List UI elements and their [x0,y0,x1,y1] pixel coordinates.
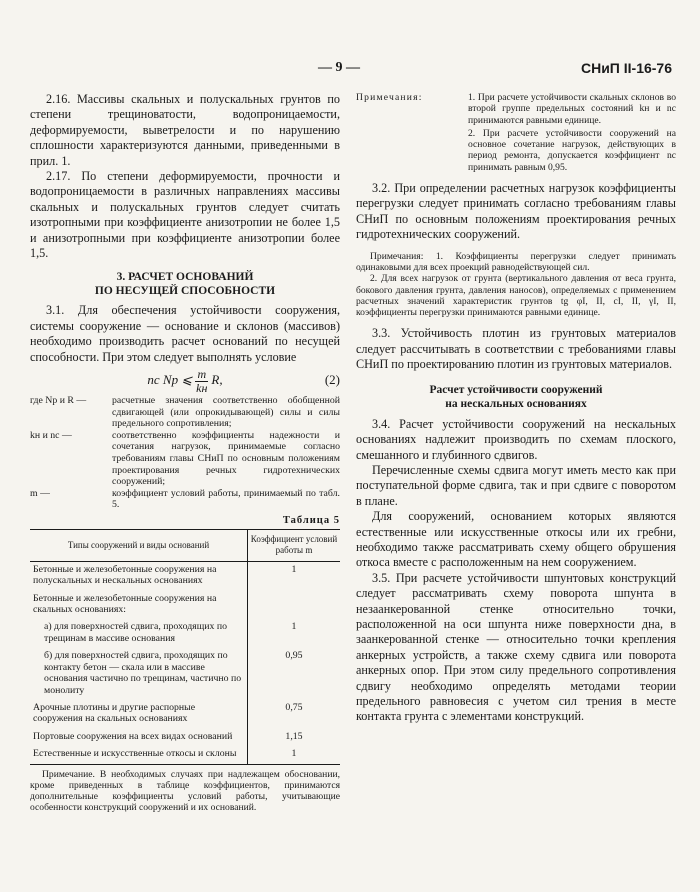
note-text: 2. При расчете устойчивости сооружений на основное сочетание нагрузок, действующих в период ремонта, допускается коэффициент nc принимать равным 0,95. [468,127,676,173]
table-cell-value: 0,95 [285,650,303,662]
table-row [30,700,340,729]
table-5 [30,529,340,765]
definition-text: коэффициент условий работы, принимаемый по табл. 5. [112,487,340,511]
definition-symbol: kн и nc — [30,429,72,441]
formula-fraction [195,368,208,395]
section-title-line-2: ПО НЕСУЩЕЙ СПОСОБНОСТИ [94,285,276,298]
table-row [30,648,340,700]
table-header-types: Типы сооружений и виды оснований [30,530,248,562]
definition-symbol: где Np и R — [30,395,87,407]
definition-text: соответственно коэффициенты надежности и сочетания нагрузок, принимаемые согласно требованиям главы СНиП по основным положениям проектирования речных гидротехнических сооружений; [112,429,340,488]
table-row [30,561,340,590]
formula-number: (2) [324,372,340,388]
note-text: 1. При расчете устойчивости скальных склонов во второй группе предельных состояний kн и nc принимаются равными единице. [468,92,676,126]
definition-item [30,395,340,430]
table-row [30,619,340,648]
paragraph-2-17: 2.17. По степени деформируемости, прочности и водопроницаемости в различных направлениях массивы скальных и полускальных грунтов следует считать изотропными при коэффициенте анизотропии не более 1,5 и анизотропными при коэффициенте анизотропии более 1,5. [30,169,340,261]
definition-text: расчетные значения соответственно обобщенной сдвигающей (или опрокидывающей) силы и силы предельного сопротивления; [112,395,340,430]
table-cell-value [248,591,341,620]
table-cell-value: 1 [291,621,297,633]
paragraph-3-4: 3.4. Расчет устойчивости сооружений на нескальных основаниях надлежит производить по схемам плоского, смешанного и глубинного сдвигов. [356,416,676,462]
subheading-line-2: на нескальных основаниях [445,397,587,410]
subheading-line-1: Расчет устойчивости сооружений [429,383,603,396]
notes-block-1 [356,92,676,173]
table-note: Примечание. В необходимых случаях при надлежащем обосновании, кроме приведенных в таблице коэффициентов, принимаются дополнительные коэффициенты условий работы, учитывающие особенности конструкций сооружений и их оснований. [30,768,340,814]
notes-block-2-item-2: 2. Для всех нагрузок от грунта (вертикального давления от веса грунта, бокового давления грунта, давления наносов), определяемых с применением расчетных значений характеристик грунтов tg φI, II, cI, II, γI, II, коэффициенты перегрузки принимаются равными единице. [356,273,676,319]
paragraph-3-4-c: Для сооружений, основанием которых являются естественные или искусственные откосы или их гребни, необходимо также рассматривать схему общего обрушения откоса вместе с расположенным на нем сооружением. [356,509,676,570]
definition-item [30,488,340,511]
definitions [30,395,340,511]
paragraph-3-5: 3.5. При расчете устойчивости шпунтовых конструкций следует рассматривать схему поворота шпунта в незаанкерованной стенке относительно точки, расположенной на оси шпунта ниже поверхности дна, в заанкерованной стенке — относительно точки крепления анкерных устройств, а также схему сдвига или поворота анкерных опор. При этом силу предельного сопротивления сдвигу необходимо определять методами теории предельного равновесия с учетом сил трения в месте контакта грунта с элементами конструкций. [356,570,676,724]
paragraph-2-16: 2.16. Массивы скальных и полускальных грунтов по степени трещиноватости, водопроницаемости, деформируемости, выветрелости и по нарушению сплошности характеризуются данными, приведенными в прил. 1. [30,92,340,168]
notes-block-2-item-1: Примечания: 1. Коэффициенты перегрузки следует принимать одинаковыми для всех проекций равнодействующей сил. [356,250,676,273]
table-header-row [30,530,340,562]
table-cell-type: б) для поверхностей сдвига, проходящих по контакту бетон — скала или в массиве основания частично по трещинам, частично по монолиту [30,648,248,700]
left-column [30,92,340,814]
paragraph-3-2: 3.2. При определении расчетных нагрузок коэффициенты перегрузки следует принимать согласно требованиям главы СНиП по основным положениям проектирования речных гидротехнических сооружений. [356,181,676,242]
formula-numerator: m [197,366,207,381]
table-cell-value: 1,15 [285,730,303,742]
table-cell-type: Портовые сооружения на всех видах оснований [30,729,248,746]
table-row [30,591,340,620]
table-cell-value: 1 [248,746,341,764]
table-cell-type: Бетонные и железобетонные сооружения на скальных основаниях: [30,591,248,620]
definition-item [30,430,340,488]
formula-2 [30,365,340,395]
note-item [468,128,676,173]
formula-right: R, [211,372,223,388]
table-cell-value: 1 [291,563,297,575]
paragraph-3-1: 3.1. Для обеспечения устойчивости сооружения, системы сооружение — основание и склонов (массивов) необходимо производить расчет оснований по несущей способности. При этом следует выполнять условие [30,303,340,364]
table-cell-type: Естественные и искусственные откосы и склоны [30,746,248,764]
document-code: СНиП II-16-76 [580,60,672,76]
right-column [356,92,676,725]
table-cell-type: а) для поверхностей сдвига, проходящих по трещинам в массиве основания [30,619,248,648]
page-number: — 9 — [318,60,360,75]
table-row [30,746,340,764]
page-header [28,60,672,80]
definition-symbol: m — [30,487,50,499]
note-item [468,92,676,126]
paragraph-3-4-b: Перечисленные схемы сдвига могут иметь место как при поступательной форме сдвига, так и при сдвиге с поворотом в плане. [356,462,676,508]
table-row [30,729,340,746]
table-cell-type: Арочные плотины и другие распорные сооружения на скальных основаниях [30,700,248,729]
table-cell-value: 0,75 [285,701,303,713]
formula-denominator: kн [196,380,208,395]
section-title-line-1: 3. РАСЧЕТ ОСНОВАНИЙ [116,271,254,284]
notes-body [468,92,676,173]
table-caption: Таблица 5 [282,515,340,527]
table-cell-type: Бетонные и железобетонные сооружения на полускальных и нескальных основаниях [30,561,248,590]
table-header-coefficient: Коэффициент условий работы m [248,530,341,562]
notes-label: Примечания: [356,92,423,103]
formula-left: nc Np ⩽ [147,372,193,388]
paragraph-3-3: 3.3. Устойчивость плотин из грунтовых материалов следует рассчитывать в соответствии с требованиями главы СНиП по проектированию плотин из грунтовых материалов. [356,326,676,372]
